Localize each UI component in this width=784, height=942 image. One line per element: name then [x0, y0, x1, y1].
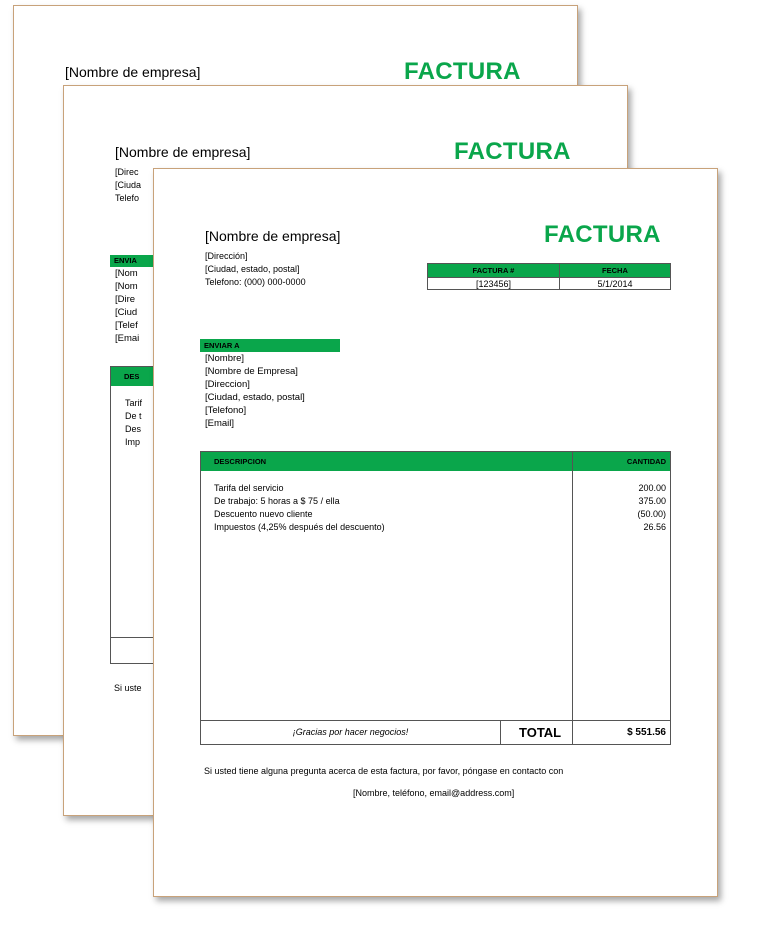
items-amounts	[637, 482, 666, 534]
address-line: Telefono: (000) 000-0000	[205, 276, 306, 287]
company-name: [Nombre de empresa]	[205, 228, 341, 244]
item-description: De trabajo: 5 horas a $ 75 / ella	[214, 496, 340, 506]
date-value: 5/1/2014	[559, 278, 670, 290]
item-description: Des	[125, 424, 142, 434]
ship-to-line: [Telefono]	[205, 405, 247, 416]
item-amount: 26.56	[643, 522, 666, 532]
items-table	[200, 451, 671, 745]
ship-to-block	[205, 352, 305, 430]
thanks-message: ¡Gracias por hacer negocios!	[201, 721, 501, 744]
ship-to-line: [Ciud	[115, 307, 138, 318]
contact-line: Si usted tiene alguna pregunta acerca de esta factura, por favor, póngase en contacto con	[204, 766, 564, 776]
item-description: Tarifa del servicio	[214, 483, 284, 493]
column-divider	[572, 452, 573, 744]
address-line: Telefo	[115, 192, 140, 203]
ship-to-label: ENVIAR A	[200, 339, 340, 352]
item-amount: (50.00)	[637, 509, 666, 519]
company-name: [Nombre de empresa]	[65, 64, 201, 80]
contact-info: [Nombre, teléfono, email@address.com]	[353, 788, 515, 798]
invoice-title: FACTURA	[454, 138, 571, 165]
address-block	[115, 166, 141, 204]
ship-to-line: [Nombre de Empresa]	[205, 366, 298, 377]
company-name: [Nombre de empresa]	[115, 144, 251, 160]
ship-to-line: [Nom	[115, 268, 138, 279]
items-descriptions	[214, 482, 385, 534]
description-header: DES	[124, 372, 140, 381]
address-line: [Ciuda	[115, 179, 142, 190]
totals-row	[200, 720, 671, 745]
contact-line: Si uste	[114, 683, 142, 693]
item-description: Descuento nuevo cliente	[214, 509, 313, 519]
ship-to-line: [Telef	[115, 320, 138, 331]
items-list	[125, 397, 142, 449]
items-table-header	[201, 452, 670, 471]
ship-to-line: [Email]	[205, 418, 235, 429]
total-label: TOTAL	[519, 725, 562, 740]
item-description: Imp	[125, 437, 141, 447]
ship-to-label: ENVIA	[110, 255, 174, 267]
ship-to-line: [Nombre]	[205, 353, 245, 364]
invoice-page	[153, 168, 718, 897]
address-line: [Direc	[115, 167, 139, 177]
description-header: DESCRIPCION	[214, 457, 267, 466]
ship-to-line: [Nom	[115, 281, 138, 292]
invoice-title: FACTURA	[544, 221, 661, 248]
item-amount: 375.00	[638, 496, 666, 506]
address-line: [Dirección]	[205, 251, 248, 261]
ship-to-line: [Emai	[115, 333, 140, 344]
ship-to-line: [Dire	[115, 294, 136, 305]
invoice-number-value: [123456]	[428, 278, 560, 290]
address-line: [Ciudad, estado, postal]	[205, 263, 300, 274]
ship-to-line: [Ciudad, estado, postal]	[205, 392, 305, 403]
amount-header: CANTIDAD	[626, 457, 666, 466]
invoice-title: FACTURA	[404, 58, 521, 85]
date-header: FECHA	[559, 264, 670, 278]
item-description: Tarif	[125, 398, 143, 408]
invoice-meta-table	[427, 263, 671, 290]
item-description: Impuestos (4,25% después del descuento)	[214, 522, 385, 532]
item-amount: 200.00	[638, 483, 666, 493]
ship-to-block	[115, 267, 139, 345]
item-description: De t	[125, 411, 142, 421]
address-block	[205, 250, 306, 288]
total-value: $ 551.56	[627, 727, 666, 738]
ship-to-line: [Direccion]	[205, 379, 250, 390]
invoice-number-header: FACTURA #	[428, 264, 560, 278]
